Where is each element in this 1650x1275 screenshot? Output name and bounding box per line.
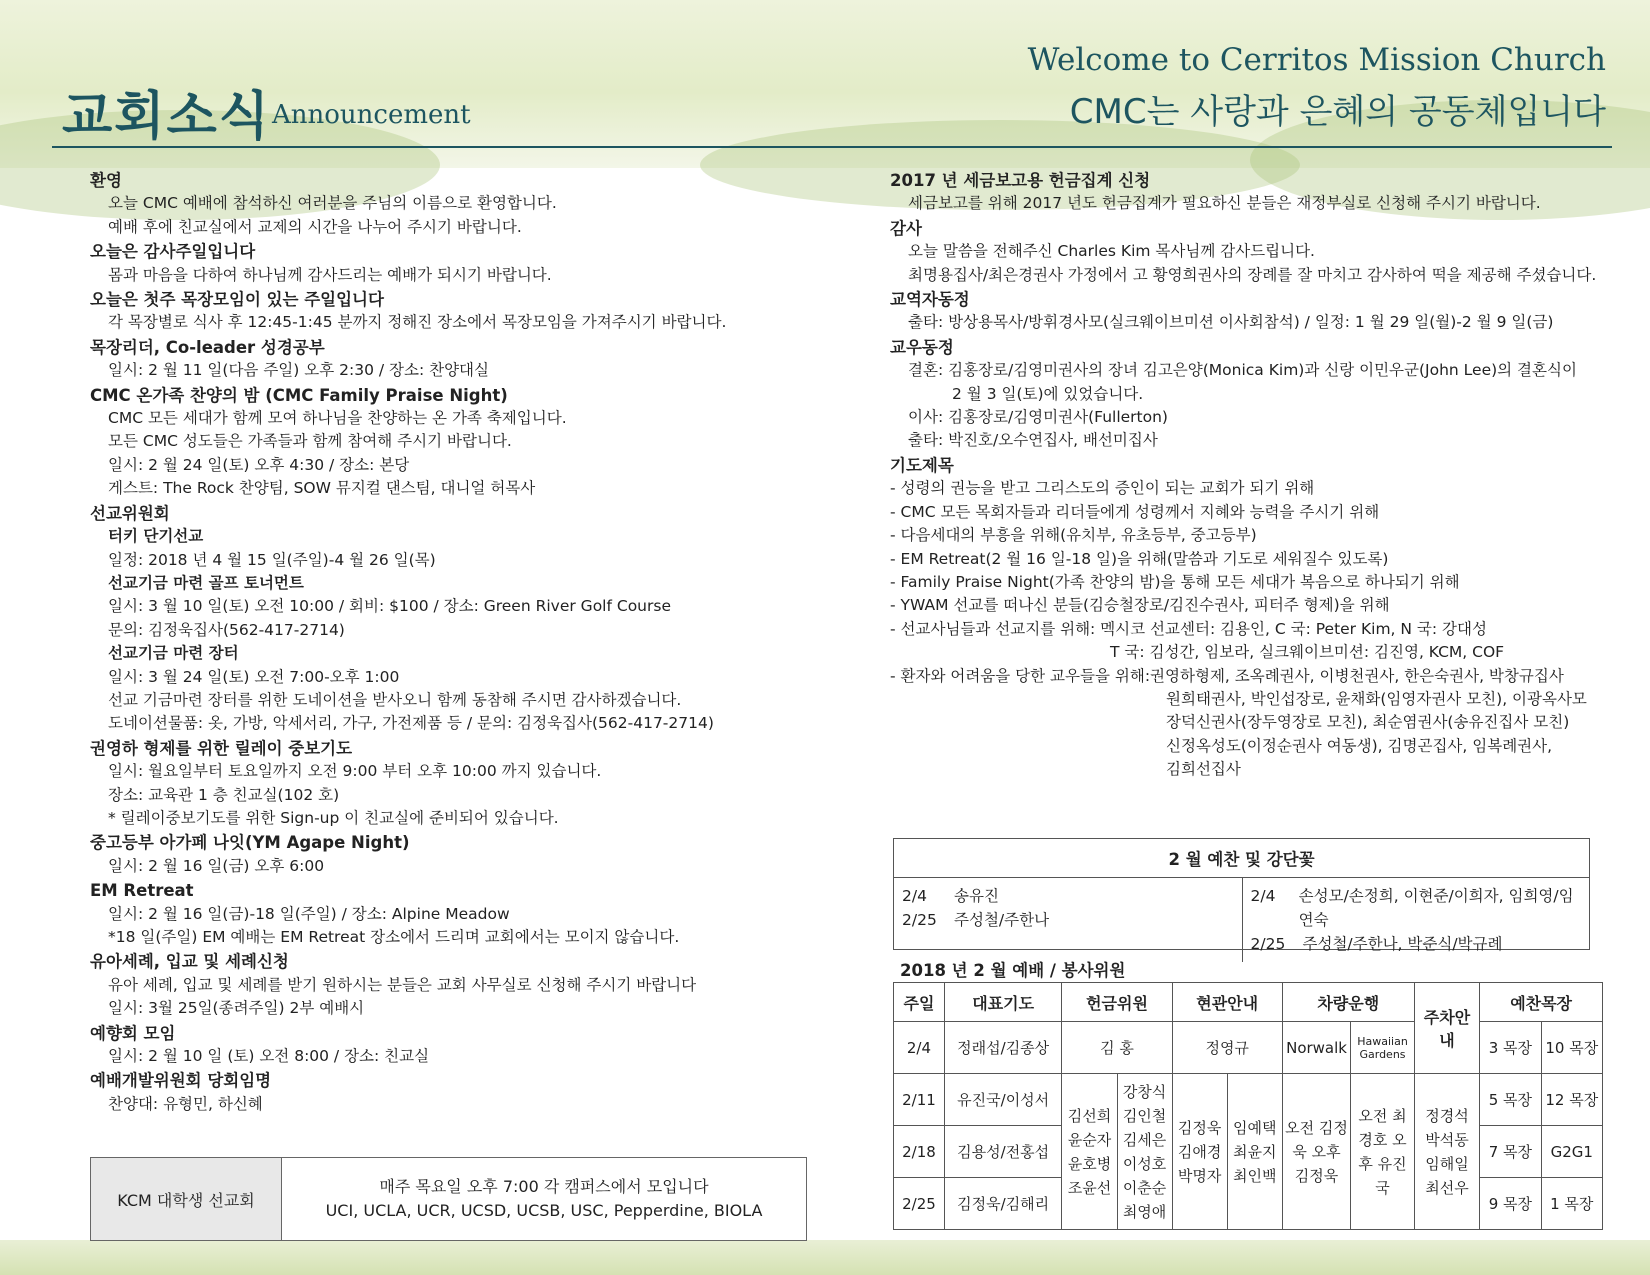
right-column <box>890 168 1618 782</box>
section-line: CMC 모든 세대가 함께 모여 하나님을 찬양하는 온 가족 축제입니다. <box>108 409 567 428</box>
prayer-item <box>890 665 1618 688</box>
section-heading: 환영 <box>90 171 122 190</box>
section-line: 일시: 3 월 24 일(토) 오전 7:00-오후 1:00 <box>108 667 400 686</box>
cell-usher: 김정욱 김애경 박명자 <box>1172 1074 1227 1230</box>
section-heading: 감사 <box>890 218 922 238</box>
service-title: 2018 년 2 월 예배 / 봉사위원 <box>900 961 1126 980</box>
section-line: 일시: 2 월 24 일(토) 오후 4:30 / 장소: 본당 <box>108 455 410 474</box>
header-rule <box>52 146 1612 148</box>
section-line: 오늘 말씀을 전해주신 Charles Kim 목사님께 감사드립니다. <box>908 242 1315 261</box>
section-line: 결혼: 김홍장로/김영미권사의 장녀 김고은양(Monica Kim)과 신랑 이민우군(John Lee)의 결혼식이 <box>908 361 1577 380</box>
col-header: 차량운행 <box>1282 983 1414 1022</box>
section-heading: 목장리더, Co-leader 성경공부 <box>90 337 325 357</box>
church-slogan: CMC는 사랑과 은혜의 공동체입니다 <box>1069 92 1606 132</box>
cell-offering: 강창식 김인철 김세은 이성호 이춘순 최영애 <box>1117 1074 1172 1230</box>
cell-cell: 3 목장 <box>1480 1022 1541 1074</box>
cell-cell: 1 목장 <box>1541 1178 1602 1230</box>
prayer-item: - 성령의 권능을 받고 그리스도의 증인이 되는 교회가 되기 위해 <box>890 479 1315 498</box>
cell-date: 2/11 <box>894 1074 945 1126</box>
section-heading: 유아세례, 입교 및 세례신청 <box>90 952 289 972</box>
section-line: 예배 후에 친교실에서 교제의 시간을 나누어 주시기 바랍니다. <box>108 217 522 236</box>
section-line: 선교 기금마련 장터를 위한 도네이션을 받사오니 함께 동참해 주시면 감사하겠습니다. <box>108 690 682 709</box>
flower-right <box>1242 878 1590 962</box>
sub-heading: 터키 단기선교 <box>108 527 204 546</box>
cell-cell: 12 목장 <box>1541 1074 1602 1126</box>
section-line: 2 월 3 일(토)에 있었습니다. <box>952 384 1144 403</box>
cell-prayer: 김정욱/김해리 <box>944 1178 1061 1230</box>
kcm-line: 매주 목요일 오후 7:00 각 캠퍼스에서 모입니다 <box>379 1177 709 1196</box>
section-line: * 릴레이중보기도를 위한 Sign-up 이 친교실에 준비되어 있습니다. <box>108 808 559 827</box>
prayer-item: - YWAM 선교를 떠나신 분들(김승철장로/김진수권사, 피터주 형제)을 위해 <box>890 596 1390 615</box>
col-header: 주일 <box>894 983 945 1022</box>
section-heading: 교역자동정 <box>890 290 970 310</box>
cell-prayer: 정래섭/김종상 <box>944 1022 1061 1074</box>
prayer-names: 장덕신권사(장두영장로 모친), 최순염권사(송유진집사 모친) <box>1166 713 1570 732</box>
cell-car: 오전 김정욱 오후 김정욱 <box>1282 1074 1351 1230</box>
page-title: 교회소식 <box>62 86 271 147</box>
section-line: 찬양대: 유형민, 하신혜 <box>108 1094 263 1113</box>
cell-cell: 9 목장 <box>1480 1178 1541 1230</box>
cell-prayer: 유진국/이성서 <box>944 1074 1061 1126</box>
cell-car: Norwalk <box>1282 1022 1351 1074</box>
flower-name: 송유진 <box>954 887 999 905</box>
prayer-item: - 선교사님들과 선교지를 위해: 멕시코 선교센터: 김용인, C 국: Peter Kim, N 국: 강대성 <box>890 619 1487 638</box>
col-header: 현관안내 <box>1172 983 1282 1022</box>
section-heading: 기도제목 <box>890 455 954 475</box>
flower-name: 손성모/손정희, 이현준/이희자, 임희영/임연숙 <box>1298 887 1574 929</box>
prayer-item: - EM Retreat(2 월 16 일-18 일)을 위해(말씀과 기도로 세워질수 있도록) <box>890 549 1389 568</box>
section-line: 문의: 김정욱집사(562-417-2714) <box>108 620 345 639</box>
section-heading: 권영하 형제를 위한 릴레이 중보기도 <box>90 738 353 758</box>
prayer-names: 권영하형제, 조옥례권사, 이병천권사, 한은숙권사, 박창규집사 <box>1150 666 1564 685</box>
cell-car: 오전 최경호 오후 유진국 <box>1351 1074 1414 1230</box>
cell-car: Hawaiian Gardens <box>1351 1022 1414 1074</box>
page-subtitle: Announcement <box>272 100 471 130</box>
cell-cell: 5 목장 <box>1480 1074 1541 1126</box>
section-line: 장소: 교육관 1 층 친교실(102 호) <box>108 785 340 804</box>
section-line: 각 목장별로 식사 후 12:45-1:45 분까지 정해진 장소에서 목장모임을 가져주시기 바랍니다. <box>108 313 727 332</box>
section-line: 출타: 박진호/오수연집사, 배선미집사 <box>908 431 1158 450</box>
flower-title: 2 월 예찬 및 강단꽃 <box>894 839 1589 878</box>
section-line: 출타: 방상용목사/방휘경사모(실크웨이브미션 이사회참석) / 일정: 1 월 29 일(월)-2 월 9 일(금) <box>908 313 1554 332</box>
flower-left <box>894 878 1242 962</box>
prayer-item: T 국: 김성간, 임보라, 실크웨이브미션: 김진영, KCM, COF <box>1110 643 1505 662</box>
cell-usher: 정영규 <box>1172 1022 1282 1074</box>
cell-usher: 임예택 최윤지 최인백 <box>1227 1074 1282 1230</box>
cell-cell: 10 목장 <box>1541 1022 1602 1074</box>
kcm-info <box>282 1158 806 1240</box>
section-line: 이사: 김홍장로/김영미권사(Fullerton) <box>908 408 1168 427</box>
flower-name: 주성철/주한나, 박준식/박규례 <box>1302 935 1503 953</box>
kcm-line: UCI, UCLA, UCR, UCSD, UCSB, USC, Pepperdine, BIOLA <box>325 1201 763 1220</box>
cell-offering: 김선희 윤순자 윤호병 조윤선 <box>1062 1074 1117 1230</box>
section-line: 유아 세례, 입교 및 세례를 받기 원하시는 분들은 교회 사무실로 신청해 주시기 바랍니다 <box>108 975 697 994</box>
prayer-item: - Family Praise Night(가족 찬양의 밤)을 통해 모든 세대가 복음으로 하나되기 위해 <box>890 572 1460 591</box>
church-welcome: Welcome to Cerritos Mission Church <box>1027 42 1606 78</box>
kcm-box <box>90 1157 807 1241</box>
section-heading: EM Retreat <box>90 881 194 901</box>
section-heading: 선교위원회 <box>90 503 170 523</box>
cell-parking: 정경석 박석동 임해일 최선우 <box>1414 1074 1480 1230</box>
section-line: 일시: 2 월 16 일(금)-18 일(주일) / 장소: Alpine Meadow <box>108 904 510 923</box>
service-table <box>893 982 1603 1230</box>
section-line: 게스트: The Rock 찬양팀, SOW 뮤지컬 댄스팀, 대니얼 허목사 <box>108 479 536 498</box>
flower-date: 2/25 <box>902 911 937 929</box>
cell-date: 2/25 <box>894 1178 945 1230</box>
section-line: 몸과 마음을 다하여 하나님께 감사드리는 예배가 되시기 바랍니다. <box>108 265 552 284</box>
section-line: 일정: 2018 년 4 월 15 일(주일)-4 월 26 일(목) <box>108 550 436 569</box>
section-line: 오늘 CMC 예배에 참석하신 여러분을 주님의 이름으로 환영합니다. <box>108 194 557 213</box>
section-line: 도네이션물품: 옷, 가방, 악세서리, 가구, 가전제품 등 / 문의: 김정욱집사(562-417-2714) <box>108 714 714 733</box>
section-heading: 예향회 모임 <box>90 1023 176 1043</box>
col-header: 대표기도 <box>944 983 1061 1022</box>
flower-date: 2/4 <box>902 887 927 905</box>
section-line: 일시: 3 월 10 일(토) 오전 10:00 / 회비: $100 / 장소: Green River Golf Course <box>108 597 671 616</box>
cell-prayer: 김용성/전홍섭 <box>944 1126 1061 1178</box>
cell-offering: 김 홍 <box>1062 1022 1172 1074</box>
section-line: 일시: 3월 25일(종려주일) 2부 예배시 <box>108 999 365 1018</box>
section-heading: 교우동정 <box>890 337 954 357</box>
cell-cell: 7 목장 <box>1480 1126 1541 1178</box>
left-column <box>90 168 810 1116</box>
sub-heading: 선교기금 마련 골프 토너먼트 <box>108 573 304 592</box>
section-line: 일시: 2 월 11 일(다음 주일) 오후 2:30 / 장소: 찬양대실 <box>108 361 489 380</box>
section-heading: 오늘은 감사주일입니다 <box>90 242 256 262</box>
kcm-label: KCM 대학생 선교회 <box>91 1158 282 1240</box>
col-header: 주차안내 <box>1414 983 1480 1074</box>
flower-table <box>893 838 1590 953</box>
section-heading: 중고등부 아가페 나잇(YM Agape Night) <box>90 833 410 853</box>
section-line: *18 일(주일) EM 예배는 EM Retreat 장소에서 드리며 교회에서는 모이지 않습니다. <box>108 928 680 946</box>
prayer-label: - 환자와 어려움을 당한 교우들을 위해: <box>890 666 1151 685</box>
section-heading: CMC 온가족 찬양의 밤 (CMC Family Praise Night) <box>90 385 508 405</box>
section-heading: 2017 년 세금보고용 헌금집계 신청 <box>890 171 1151 190</box>
prayer-names: 신정옥성도(이정순권사 여동생), 김명곤집사, 임복례권사, <box>1166 736 1553 755</box>
section-line: 일시: 2 월 16 일(금) 오후 6:00 <box>108 856 325 875</box>
section-heading: 예배개발위원회 당회임명 <box>90 1071 272 1091</box>
section-line: 일시: 2 월 10 일 (토) 오전 8:00 / 장소: 친교실 <box>108 1047 430 1066</box>
cell-date: 2/4 <box>894 1022 945 1074</box>
prayer-item: - 다음세대의 부흥을 위해(유치부, 유초등부, 중고등부) <box>890 526 1257 545</box>
cell-cell: G2G1 <box>1541 1126 1602 1178</box>
section-line: 세금보고를 위해 2017 년도 헌금집계가 필요하신 분들은 재정부실로 신청해 주시기 바랍니다. <box>908 194 1541 213</box>
prayer-names: 김희선집사 <box>1166 760 1241 779</box>
prayer-names: 원희태권사, 박인섭장로, 윤채화(임영자권사 모친), 이광옥사모 <box>1166 689 1587 708</box>
flower-date: 2/4 <box>1250 887 1276 905</box>
col-header: 헌금위원 <box>1062 983 1172 1022</box>
section-heading: 오늘은 첫주 목장모임이 있는 주일입니다 <box>90 290 384 310</box>
flower-date: 2/25 <box>1250 935 1286 953</box>
section-line: 모든 CMC 성도들은 가족들과 함께 참여해 주시기 바랍니다. <box>108 432 512 451</box>
col-header: 예찬목장 <box>1480 983 1603 1022</box>
footer-band <box>0 1240 1650 1275</box>
prayer-item: - CMC 모든 목회자들과 리더들에게 성령께서 지혜와 능력을 주시기 위해 <box>890 502 1380 521</box>
sub-heading: 선교기금 마련 장터 <box>108 644 239 663</box>
section-line: 최명용집사/최은경권사 가정에서 고 황영희권사의 장례를 잘 마치고 감사하여 떡을 제공해 주셨습니다. <box>908 265 1597 284</box>
cell-date: 2/18 <box>894 1126 945 1178</box>
section-line: 일시: 월요일부터 토요일까지 오전 9:00 부터 오후 10:00 까지 있습니다. <box>108 762 602 781</box>
flower-name: 주성철/주한나 <box>954 911 1050 929</box>
